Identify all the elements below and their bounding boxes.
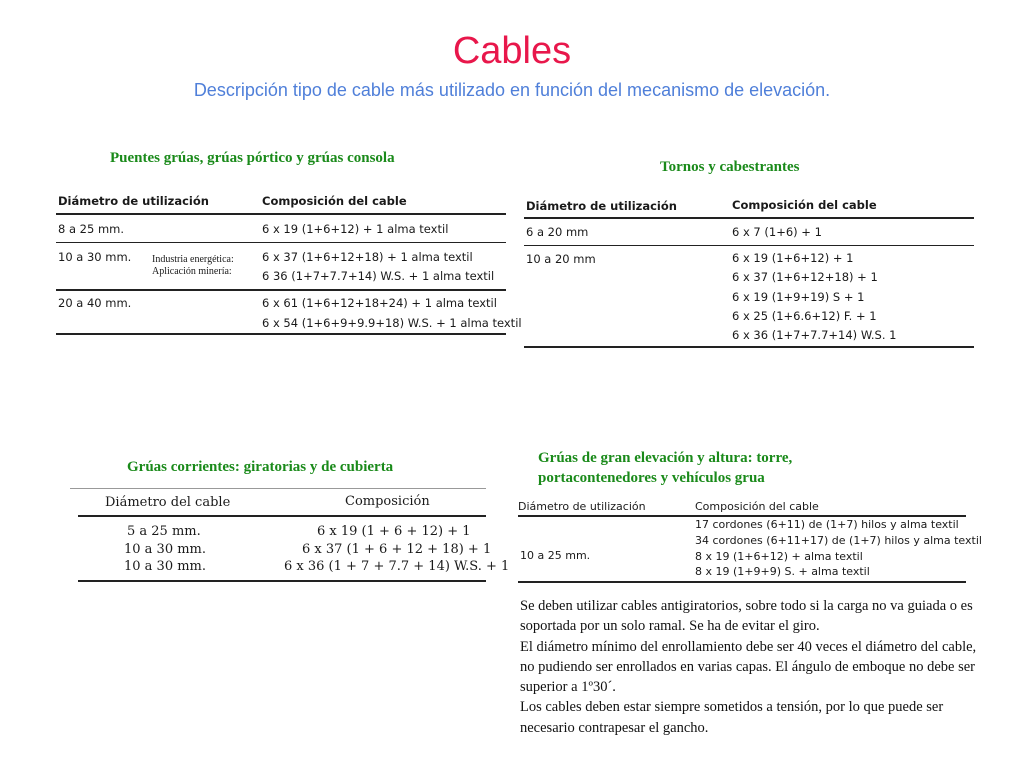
- table-rule: [524, 346, 974, 348]
- row-diametro: 10 a 20 mm: [526, 252, 596, 266]
- row-diametro: 8 a 25 mm.: [58, 222, 125, 236]
- table-rule: [56, 289, 506, 291]
- row-composicion: 8 x 19 (1+9+9) S. + alma textil: [695, 565, 870, 578]
- notes-paragraph: [520, 596, 980, 738]
- table-rule: [78, 580, 486, 582]
- table-rule: [56, 333, 506, 335]
- row-diametro: 20 a 40 mm.: [58, 296, 132, 310]
- page-title: Cables: [452, 30, 572, 72]
- row-composicion: 6 x 37 (1+6+12+18) + 1 alma textil: [262, 250, 473, 264]
- table-corrientes: [70, 487, 510, 583]
- header-composicion: Composición del cable: [262, 194, 407, 208]
- table-gran-elevacion: [518, 498, 982, 588]
- row-composicion: 6 x 36 (1+7+7.7+14) W.S. 1: [732, 328, 897, 342]
- row-composicion: 6 x 19 (1 + 6 + 12) + 1: [317, 524, 471, 539]
- section-title-puentes: Puentes grúas, grúas pórtico y grúas consola: [110, 150, 395, 166]
- row-composicion: 6 x 61 (1+6+12+18+24) + 1 alma textil: [262, 296, 497, 310]
- header-composicion: Composición del cable: [732, 198, 877, 212]
- row-composicion: 6 x 54 (1+6+9+9.9+18) W.S. + 1 alma textil: [262, 316, 522, 330]
- section-title-gran-elevacion-2: portacontenedores y vehículos grua: [538, 470, 765, 486]
- table-rule: [524, 245, 974, 246]
- row-composicion: 6 x 37 (1+6+12+18) + 1: [732, 270, 878, 284]
- row-composicion: 8 x 19 (1+6+12) + alma textil: [695, 550, 863, 563]
- row-composicion: 17 cordones (6+11) de (1+7) hilos y alma textil: [695, 518, 959, 531]
- paragraph-line: Se deben utilizar cables antigiratorios, sobre todo si la carga no va guiada o es soportada por un solo ramal. Se ha de evitar el giro.: [520, 598, 973, 635]
- section-title-tornos: Tornos y cabestrantes: [660, 159, 800, 175]
- row-composicion: 6 x 36 (1 + 7 + 7.7 + 14) W.S. + 1: [284, 559, 510, 574]
- header-composicion: Composición: [345, 494, 430, 509]
- table-rule: [524, 217, 974, 219]
- row-diametro: 6 a 20 mm: [526, 225, 589, 239]
- table-tornos: [524, 195, 974, 355]
- row-composicion: 6 x 7 (1+6) + 1: [732, 225, 822, 239]
- table-rule: [518, 581, 966, 583]
- header-composicion: Composición del cable: [695, 500, 819, 513]
- row-composicion: 6 x 25 (1+6.6+12) F. + 1: [732, 309, 877, 323]
- page-subtitle: Descripción tipo de cable más utilizado en función del mecanismo de elevación.: [193, 80, 831, 100]
- header-diametro: Diámetro de utilización: [526, 199, 677, 213]
- table-rule: [56, 213, 506, 215]
- paragraph-line: Los cables deben estar siempre sometidos a tensión, por lo que puede ser necesario contrapesar el gancho.: [520, 699, 944, 736]
- row-composicion: 6 x 37 (1 + 6 + 12 + 18) + 1: [302, 542, 492, 557]
- note-mineria: Aplicación minería:: [152, 266, 232, 277]
- row-composicion: 6 36 (1+7+7.7+14) W.S. + 1 alma textil: [262, 269, 495, 283]
- row-composicion: 6 x 19 (1+9+19) S + 1: [732, 290, 865, 304]
- note-industria: Industria energética:: [152, 254, 234, 265]
- row-diametro: 10 a 30 mm.: [124, 559, 207, 574]
- table-rule: [518, 515, 966, 517]
- header-diametro: Diámetro de utilización: [58, 194, 209, 208]
- row-diametro: 5 a 25 mm.: [127, 524, 201, 539]
- row-diametro: 10 a 30 mm.: [58, 250, 132, 264]
- table-rule: [78, 515, 486, 517]
- section-title-gran-elevacion-1: Grúas de gran elevación y altura: torre,: [538, 450, 793, 466]
- row-composicion: 6 x 19 (1+6+12) + 1: [732, 251, 854, 265]
- row-diametro: 10 a 25 mm.: [520, 549, 591, 562]
- header-diametro: Diámetro de utilización: [518, 500, 646, 513]
- table-rule: [70, 488, 486, 489]
- table-puentes: [56, 190, 522, 340]
- row-composicion: 6 x 19 (1+6+12) + 1 alma textil: [262, 222, 449, 236]
- table-rule: [56, 242, 506, 243]
- section-title-corrientes: Grúas corrientes: giratorias y de cubierta: [127, 459, 394, 475]
- row-composicion: 34 cordones (6+11+17) de (1+7) hilos y alma textil: [695, 534, 982, 547]
- header-diametro: Diámetro del cable: [105, 495, 231, 510]
- paragraph-line: El diámetro mínimo del enrollamiento debe ser 40 veces el diámetro del cable, no pudiendo ser enrollados en varias capas. El ángulo de emboque no debe ser superior a 1º30´.: [520, 638, 977, 696]
- row-diametro: 10 a 30 mm.: [124, 542, 207, 557]
